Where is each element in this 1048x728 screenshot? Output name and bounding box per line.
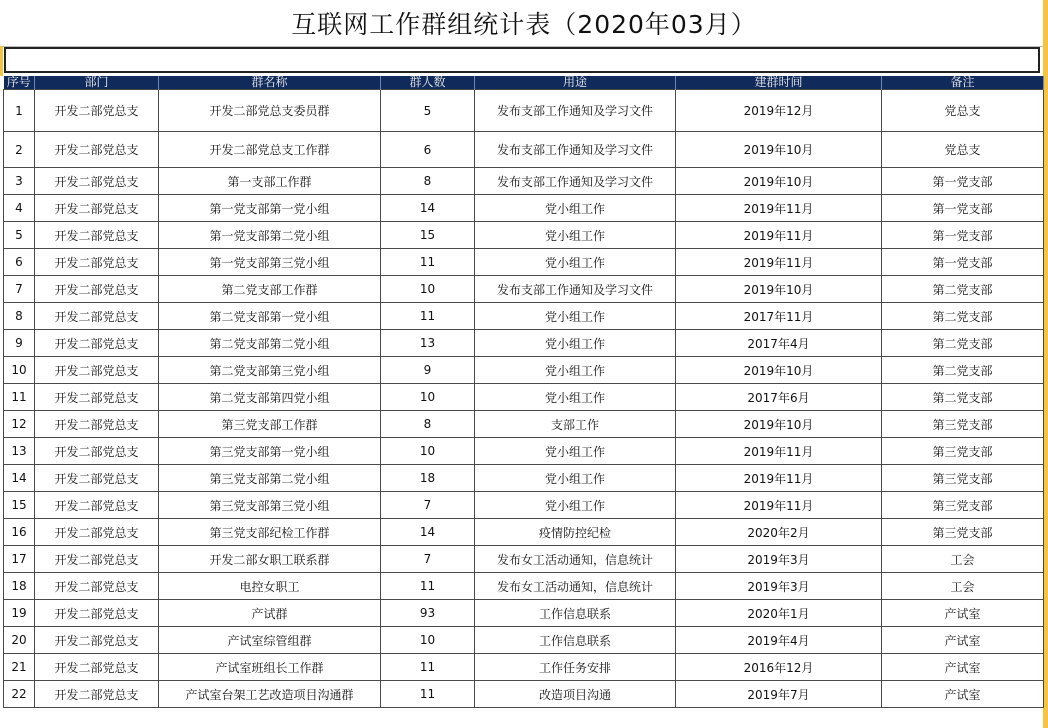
cell-group-name[interactable]: 第一党支部第一党小组 [159, 195, 381, 222]
cell-purpose[interactable]: 工作任务安排 [475, 654, 676, 681]
cell-index[interactable]: 18 [4, 573, 35, 600]
cell-department[interactable]: 开发二部党总支 [35, 681, 159, 708]
cell-created[interactable]: 2019年10月 [676, 168, 882, 195]
table-body [4, 90, 1044, 708]
cell-group-name[interactable]: 产试室班组长工作群 [159, 654, 381, 681]
table-row [4, 681, 1044, 708]
cell-index[interactable]: 13 [4, 438, 35, 465]
table-row [4, 654, 1044, 681]
cell-purpose[interactable]: 党小组工作 [475, 303, 676, 330]
col-header-group-name[interactable]: 群名称 [159, 76, 381, 90]
cell-department[interactable]: 开发二部党总支 [35, 573, 159, 600]
cell-remark[interactable]: 产试室 [882, 627, 1044, 654]
cell-purpose[interactable]: 改造项目沟通 [475, 681, 676, 708]
cell-member-count[interactable]: 13 [381, 330, 475, 357]
cell-purpose[interactable]: 党小组工作 [475, 249, 676, 276]
col-header-remark[interactable]: 备注 [882, 76, 1044, 90]
cell-index[interactable]: 15 [4, 492, 35, 519]
cell-member-count[interactable]: 10 [381, 438, 475, 465]
cell-index[interactable]: 8 [4, 303, 35, 330]
cell-index[interactable]: 16 [4, 519, 35, 546]
sheet-left-edge [0, 46, 3, 76]
table-header-row [4, 76, 1044, 90]
cell-created[interactable]: 2019年11月 [676, 438, 882, 465]
cell-created[interactable]: 2019年10月 [676, 411, 882, 438]
cell-created[interactable]: 2019年7月 [676, 681, 882, 708]
cell-created[interactable]: 2019年10月 [676, 276, 882, 303]
cell-member-count[interactable]: 10 [381, 384, 475, 411]
col-header-index[interactable]: 序号 [4, 76, 35, 90]
cell-member-count[interactable]: 5 [381, 90, 475, 132]
cell-department[interactable]: 开发二部党总支 [35, 357, 159, 384]
table-row [4, 276, 1044, 303]
table-row [4, 492, 1044, 519]
cell-member-count[interactable]: 15 [381, 222, 475, 249]
cell-member-count[interactable]: 8 [381, 411, 475, 438]
table-row [4, 627, 1044, 654]
cell-department[interactable]: 开发二部党总支 [35, 627, 159, 654]
cell-department[interactable]: 开发二部党总支 [35, 303, 159, 330]
cell-group-name[interactable]: 第二党支部第二党小组 [159, 330, 381, 357]
cell-member-count[interactable]: 11 [381, 681, 475, 708]
cell-index[interactable]: 6 [4, 249, 35, 276]
cell-purpose[interactable]: 发布女工活动通知，信息统计 [475, 546, 676, 573]
cell-group-name[interactable]: 第二党支部第三党小组 [159, 357, 381, 384]
cell-department[interactable]: 开发二部党总支 [35, 222, 159, 249]
cell-purpose[interactable]: 发布支部工作通知及学习文件 [475, 90, 676, 132]
cell-member-count[interactable]: 6 [381, 132, 475, 168]
table-row [4, 438, 1044, 465]
col-header-department[interactable]: 部门 [35, 76, 159, 90]
cell-group-name[interactable]: 开发二部党总支委员群 [159, 90, 381, 132]
cell-purpose[interactable]: 发布支部工作通知及学习文件 [475, 276, 676, 303]
cell-remark[interactable]: 第一党支部 [882, 195, 1044, 222]
cell-group-name[interactable]: 第二党支部工作群 [159, 276, 381, 303]
cell-department[interactable]: 开发二部党总支 [35, 600, 159, 627]
cell-group-name[interactable]: 电控女职工 [159, 573, 381, 600]
cell-index[interactable]: 10 [4, 357, 35, 384]
cell-created[interactable]: 2017年4月 [676, 330, 882, 357]
col-header-member-count[interactable]: 群人数 [381, 76, 475, 90]
cell-created[interactable]: 2016年12月 [676, 654, 882, 681]
cell-purpose[interactable]: 发布女工活动通知，信息统计 [475, 573, 676, 600]
cell-remark[interactable]: 第一党支部 [882, 222, 1044, 249]
cell-index[interactable]: 5 [4, 222, 35, 249]
cell-department[interactable]: 开发二部党总支 [35, 411, 159, 438]
cell-member-count[interactable]: 9 [381, 357, 475, 384]
cell-member-count[interactable]: 11 [381, 303, 475, 330]
cell-created[interactable]: 2019年11月 [676, 195, 882, 222]
table-row [4, 519, 1044, 546]
cell-created[interactable]: 2019年10月 [676, 357, 882, 384]
cell-index[interactable]: 19 [4, 600, 35, 627]
cell-remark[interactable]: 第二党支部 [882, 330, 1044, 357]
cell-group-name[interactable]: 第二党支部第一党小组 [159, 303, 381, 330]
cell-member-count[interactable]: 93 [381, 600, 475, 627]
cell-department[interactable]: 开发二部党总支 [35, 492, 159, 519]
cell-remark[interactable]: 第三党支部 [882, 492, 1044, 519]
cell-remark[interactable]: 产试室 [882, 654, 1044, 681]
cell-remark[interactable]: 第二党支部 [882, 357, 1044, 384]
cell-remark[interactable]: 工会 [882, 546, 1044, 573]
cell-index[interactable]: 22 [4, 681, 35, 708]
cell-index[interactable]: 14 [4, 465, 35, 492]
cell-member-count[interactable]: 14 [381, 195, 475, 222]
cell-purpose[interactable]: 党小组工作 [475, 330, 676, 357]
sheet-title: 互联网工作群组统计表（2020年03月） [0, 0, 1048, 47]
cell-index[interactable]: 12 [4, 411, 35, 438]
cell-created[interactable]: 2019年11月 [676, 222, 882, 249]
cell-member-count[interactable]: 10 [381, 627, 475, 654]
cell-purpose[interactable]: 党小组工作 [475, 492, 676, 519]
cell-remark[interactable]: 党总支 [882, 90, 1044, 132]
cell-department[interactable]: 开发二部党总支 [35, 519, 159, 546]
cell-department[interactable]: 开发二部党总支 [35, 654, 159, 681]
cell-remark[interactable]: 产试室 [882, 600, 1044, 627]
cell-remark[interactable]: 第一党支部 [882, 249, 1044, 276]
cell-index[interactable]: 9 [4, 330, 35, 357]
cell-department[interactable]: 开发二部党总支 [35, 465, 159, 492]
cell-remark[interactable]: 第二党支部 [882, 276, 1044, 303]
cell-purpose[interactable]: 党小组工作 [475, 384, 676, 411]
table-row [4, 330, 1044, 357]
cell-index[interactable]: 2 [4, 132, 35, 168]
cell-created[interactable]: 2017年6月 [676, 384, 882, 411]
table-row [4, 168, 1044, 195]
cell-created[interactable]: 2019年12月 [676, 90, 882, 132]
cell-remark[interactable]: 产试室 [882, 681, 1044, 708]
table-row [4, 546, 1044, 573]
cell-department[interactable]: 开发二部党总支 [35, 168, 159, 195]
cell-member-count[interactable]: 11 [381, 654, 475, 681]
cell-purpose[interactable]: 发布支部工作通知及学习文件 [475, 132, 676, 168]
table-row [4, 303, 1044, 330]
cell-remark[interactable]: 第二党支部 [882, 384, 1044, 411]
cell-remark[interactable]: 第三党支部 [882, 465, 1044, 492]
cell-remark[interactable]: 第三党支部 [882, 411, 1044, 438]
cell-remark[interactable]: 工会 [882, 573, 1044, 600]
cell-member-count[interactable]: 8 [381, 168, 475, 195]
cell-member-count[interactable]: 14 [381, 519, 475, 546]
cell-group-name[interactable]: 产试室综管组群 [159, 627, 381, 654]
cell-index[interactable]: 11 [4, 384, 35, 411]
cell-group-name[interactable]: 第三党支部第一党小组 [159, 438, 381, 465]
table-row [4, 222, 1044, 249]
cell-department[interactable]: 开发二部党总支 [35, 132, 159, 168]
table-row [4, 357, 1044, 384]
cell-group-name[interactable]: 产试室台架工艺改造项目沟通群 [159, 681, 381, 708]
cell-created[interactable]: 2020年2月 [676, 519, 882, 546]
cell-remark[interactable]: 第三党支部 [882, 519, 1044, 546]
cell-group-name[interactable]: 第三党支部工作群 [159, 411, 381, 438]
cell-member-count[interactable]: 7 [381, 492, 475, 519]
cell-department[interactable]: 开发二部党总支 [35, 384, 159, 411]
cell-purpose[interactable]: 工作信息联系 [475, 627, 676, 654]
cell-created[interactable]: 2019年11月 [676, 465, 882, 492]
table-row [4, 90, 1044, 132]
table-row [4, 411, 1044, 438]
cell-remark[interactable]: 第三党支部 [882, 438, 1044, 465]
col-header-purpose[interactable]: 用途 [475, 76, 676, 90]
cell-purpose[interactable]: 发布支部工作通知及学习文件 [475, 168, 676, 195]
cell-group-name[interactable]: 第三党支部纪检工作群 [159, 519, 381, 546]
cell-group-name[interactable]: 第三党支部第二党小组 [159, 465, 381, 492]
col-header-created[interactable]: 建群时间 [676, 76, 882, 90]
cell-remark[interactable]: 党总支 [882, 132, 1044, 168]
cell-department[interactable]: 开发二部党总支 [35, 249, 159, 276]
cell-department[interactable]: 开发二部党总支 [35, 276, 159, 303]
cell-created[interactable]: 2019年10月 [676, 132, 882, 168]
cell-member-count[interactable]: 11 [381, 573, 475, 600]
cell-group-name[interactable]: 开发二部党总支工作群 [159, 132, 381, 168]
cell-index[interactable]: 17 [4, 546, 35, 573]
cell-index[interactable]: 4 [4, 195, 35, 222]
cell-index[interactable]: 7 [4, 276, 35, 303]
table-row [4, 195, 1044, 222]
cell-member-count[interactable]: 18 [381, 465, 475, 492]
cell-group-name[interactable]: 开发二部女职工联系群 [159, 546, 381, 573]
table-row [4, 132, 1044, 168]
cell-group-name[interactable]: 产试群 [159, 600, 381, 627]
cell-department[interactable]: 开发二部党总支 [35, 195, 159, 222]
cell-purpose[interactable]: 党小组工作 [475, 195, 676, 222]
cell-created[interactable]: 2019年3月 [676, 546, 882, 573]
table-row [4, 573, 1044, 600]
cell-group-name[interactable]: 第二党支部第四党小组 [159, 384, 381, 411]
cell-department[interactable]: 开发二部党总支 [35, 546, 159, 573]
cell-remark[interactable]: 第二党支部 [882, 303, 1044, 330]
cell-created[interactable]: 2019年11月 [676, 492, 882, 519]
cell-group-name[interactable]: 第一党支部第二党小组 [159, 222, 381, 249]
cell-index[interactable]: 21 [4, 654, 35, 681]
cell-remark[interactable]: 第一党支部 [882, 168, 1044, 195]
cell-index[interactable]: 20 [4, 627, 35, 654]
cell-member-count[interactable]: 10 [381, 276, 475, 303]
cell-department[interactable]: 开发二部党总支 [35, 90, 159, 132]
cell-group-name[interactable]: 第三党支部第三党小组 [159, 492, 381, 519]
cell-group-name[interactable]: 第一支部工作群 [159, 168, 381, 195]
cell-index[interactable]: 3 [4, 168, 35, 195]
cell-department[interactable]: 开发二部党总支 [35, 330, 159, 357]
cell-purpose[interactable]: 疫情防控纪检 [475, 519, 676, 546]
table-row [4, 249, 1044, 276]
table-row [4, 465, 1044, 492]
cell-purpose[interactable]: 党小组工作 [475, 465, 676, 492]
table-row [4, 384, 1044, 411]
cell-department[interactable]: 开发二部党总支 [35, 438, 159, 465]
cell-member-count[interactable]: 11 [381, 249, 475, 276]
cell-purpose[interactable]: 支部工作 [475, 411, 676, 438]
cell-created[interactable]: 2020年1月 [676, 600, 882, 627]
selected-cell-input[interactable] [4, 47, 1040, 73]
cell-index[interactable]: 1 [4, 90, 35, 132]
cell-member-count[interactable]: 7 [381, 546, 475, 573]
cell-group-name[interactable]: 第一党支部第三党小组 [159, 249, 381, 276]
cell-created[interactable]: 2019年3月 [676, 573, 882, 600]
cell-created[interactable]: 2017年11月 [676, 303, 882, 330]
table-row [4, 600, 1044, 627]
cell-purpose[interactable]: 工作信息联系 [475, 600, 676, 627]
cell-created[interactable]: 2019年4月 [676, 627, 882, 654]
cell-created[interactable]: 2019年11月 [676, 249, 882, 276]
group-stats-table [3, 76, 1044, 708]
cell-purpose[interactable]: 党小组工作 [475, 222, 676, 249]
cell-purpose[interactable]: 党小组工作 [475, 438, 676, 465]
cell-purpose[interactable]: 党小组工作 [475, 357, 676, 384]
